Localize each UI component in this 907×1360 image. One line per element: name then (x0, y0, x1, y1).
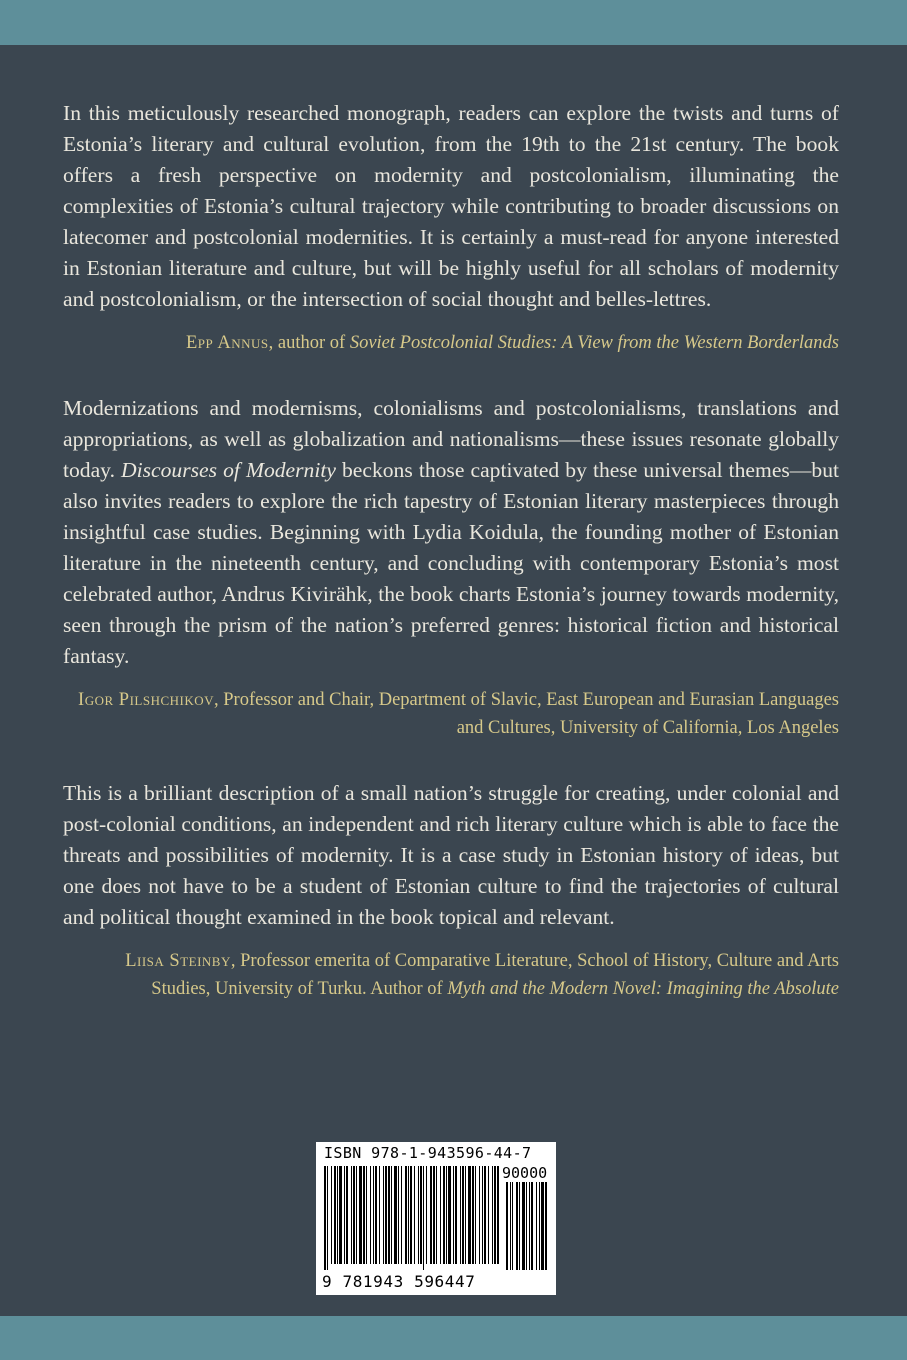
barcode-bar (472, 1166, 474, 1264)
barcode-bar (394, 1166, 397, 1264)
review-1-author: Epp Annus (186, 333, 269, 353)
review-1-attribution (63, 329, 839, 357)
barcode-bar (420, 1166, 422, 1264)
barcode-bar (448, 1166, 451, 1264)
barcode-bar (462, 1166, 464, 1264)
barcode-bar (497, 1166, 499, 1264)
barcode-addon-digits: 90000 (502, 1164, 548, 1182)
barcode-bar (418, 1166, 419, 1264)
barcode-bar (363, 1166, 365, 1264)
barcode-bar (385, 1166, 387, 1264)
barcode-bar (334, 1166, 336, 1264)
review-3 (63, 778, 839, 1003)
barcode-bar (388, 1166, 390, 1264)
barcode-bar (373, 1166, 374, 1264)
isbn-label: ISBN 978-1-943596-44-7 (324, 1144, 532, 1162)
barcode-bar (455, 1166, 457, 1264)
bottom-color-band (0, 1316, 907, 1360)
barcode-bar (482, 1166, 483, 1264)
review-2-book-title: Discourses of Modernity (121, 458, 336, 482)
review-2-attribution (63, 686, 839, 742)
barcode-addon-bar (536, 1182, 537, 1270)
review-2 (63, 393, 839, 742)
barcode-bar (453, 1166, 454, 1264)
barcode-addon-bar (526, 1182, 527, 1270)
barcode-bar (356, 1166, 357, 1264)
isbn-barcode (316, 1142, 556, 1295)
review-2-text (63, 393, 839, 672)
barcode-bar (408, 1166, 409, 1264)
barcode-addon-bar (510, 1182, 511, 1270)
barcode-addon-bar (506, 1182, 508, 1270)
review-1-credit: , author of (268, 333, 350, 353)
barcode-bar (327, 1166, 328, 1270)
barcode-bar (414, 1166, 415, 1264)
review-2-credit: , Professor and Chair, Department of Slavic, East European and Eurasian Languages and Cultures, University of California, Los Angeles (214, 690, 839, 738)
barcode-bar (379, 1166, 380, 1264)
review-3-author: Liisa Steinby (125, 951, 231, 971)
review-3-attribution (63, 947, 839, 1003)
top-color-band (0, 0, 907, 45)
review-3-credit: , Professor emerita of Comparative Literature, School of History, Culture and Arts Studies, University of Turku. Author of (151, 951, 839, 999)
barcode-bar (337, 1166, 338, 1264)
barcode-bar (430, 1166, 432, 1264)
barcode-addon-bar (531, 1182, 533, 1270)
barcode-bar (339, 1166, 342, 1264)
review-1-text: In this meticulously researched monograph, readers can explore the twists and turns of Estonia’s literary and cultural evolution, from the 19th to the 21st century. The book offers a fresh perspective on modernity and postcolonialism, illuminating the complexities of Estonia’s cultural trajectory while contributing to broader discussions on latecomer and postcolonial modernities. It is certainly a must-read for anyone interested in Estonian literature and culture, but will be highly useful for all scholars of modernity and postcolonialism, or the intersection of social thought and belles-lettres. (63, 101, 839, 311)
barcode-bar (353, 1166, 355, 1264)
back-cover-text (63, 98, 839, 1039)
barcode-bar (346, 1166, 348, 1264)
barcode-bar (494, 1166, 496, 1264)
barcode-bar (479, 1166, 480, 1264)
review-1-book-title: Soviet Postcolonial Studies: A View from the Western Borderlands (349, 333, 839, 353)
barcode-addon-bar (539, 1182, 540, 1270)
barcode-addon-bar (541, 1182, 544, 1270)
barcode-bar (475, 1166, 476, 1264)
review-3-text: This is a brilliant description of a small nation’s struggle for creating, under colonial and post-colonial conditions, an independent and rich literary culture which is able to face the threats and possibilities of modernity. It is a case study in Estonian history of ideas, but one does not have to be a student of Estonian culture to find the trajectories of cultural and political thought examined in the book topical and relevant. (63, 781, 839, 929)
review-2-text-end: beckons those captivated by these universal themes—but also invites readers to explore the rich tapestry of Estonian literary masterpieces through insightful case studies. Beginning with Lydia Koidula, the founding mother of Estonian literature in the nineteenth century, and concluding with contemporary Estonia’s most celebrated author, Andrus Kivirähk, the book charts Estonia’s journey towards modernity, seen through the prism of the nation’s preferred genres: historical fiction and historical fantasy. (63, 458, 839, 668)
barcode-bar (446, 1166, 447, 1264)
barcode-bar (344, 1166, 345, 1264)
barcode-bar (410, 1166, 412, 1264)
barcode-bar (436, 1166, 437, 1264)
barcode-bar (359, 1166, 362, 1264)
barcode-digits: 9 781943 596447 (322, 1272, 476, 1291)
review-1 (63, 98, 839, 357)
review-3-book-title: Myth and the Modern Novel: Imagining the Absolute (447, 979, 839, 999)
barcode-bar (468, 1166, 471, 1264)
barcode-bar (401, 1166, 402, 1264)
barcode-addon-bar (519, 1182, 520, 1270)
barcode-addon-bar (545, 1182, 547, 1270)
barcode-bar (391, 1166, 392, 1264)
barcode-addon-bar (522, 1182, 525, 1270)
barcode-addon-bar (512, 1182, 513, 1270)
barcode-bar (443, 1166, 445, 1264)
barcode-bar (405, 1166, 407, 1264)
barcode-bar (484, 1166, 486, 1264)
barcode-bar (370, 1166, 371, 1264)
barcode-bar (433, 1166, 435, 1264)
barcode-bar (426, 1166, 427, 1264)
barcode-bar (488, 1166, 489, 1264)
barcode-bar (492, 1166, 493, 1264)
barcode-bar (351, 1166, 352, 1264)
barcode-addon-bar (529, 1182, 530, 1270)
barcode-bar (398, 1166, 399, 1264)
barcode-bar (465, 1166, 466, 1264)
barcode-bar (324, 1166, 326, 1270)
barcode-bar (331, 1166, 332, 1264)
barcode-bar (375, 1166, 377, 1264)
barcode-bar (440, 1166, 441, 1264)
barcode-bar (366, 1166, 367, 1264)
barcode-bar (423, 1166, 424, 1270)
review-2-text-start: Modernizations and modernisms, colonialisms and postcolonialisms, translations and appropriations, as well as globalization and nationalisms—these issues resonate globally today. (63, 396, 839, 482)
barcode-bar (460, 1166, 461, 1264)
barcode-bars (322, 1166, 550, 1272)
barcode-addon-bar (516, 1182, 518, 1270)
review-2-author: Igor Pilshchikov (78, 690, 215, 710)
barcode-bar (383, 1166, 384, 1264)
